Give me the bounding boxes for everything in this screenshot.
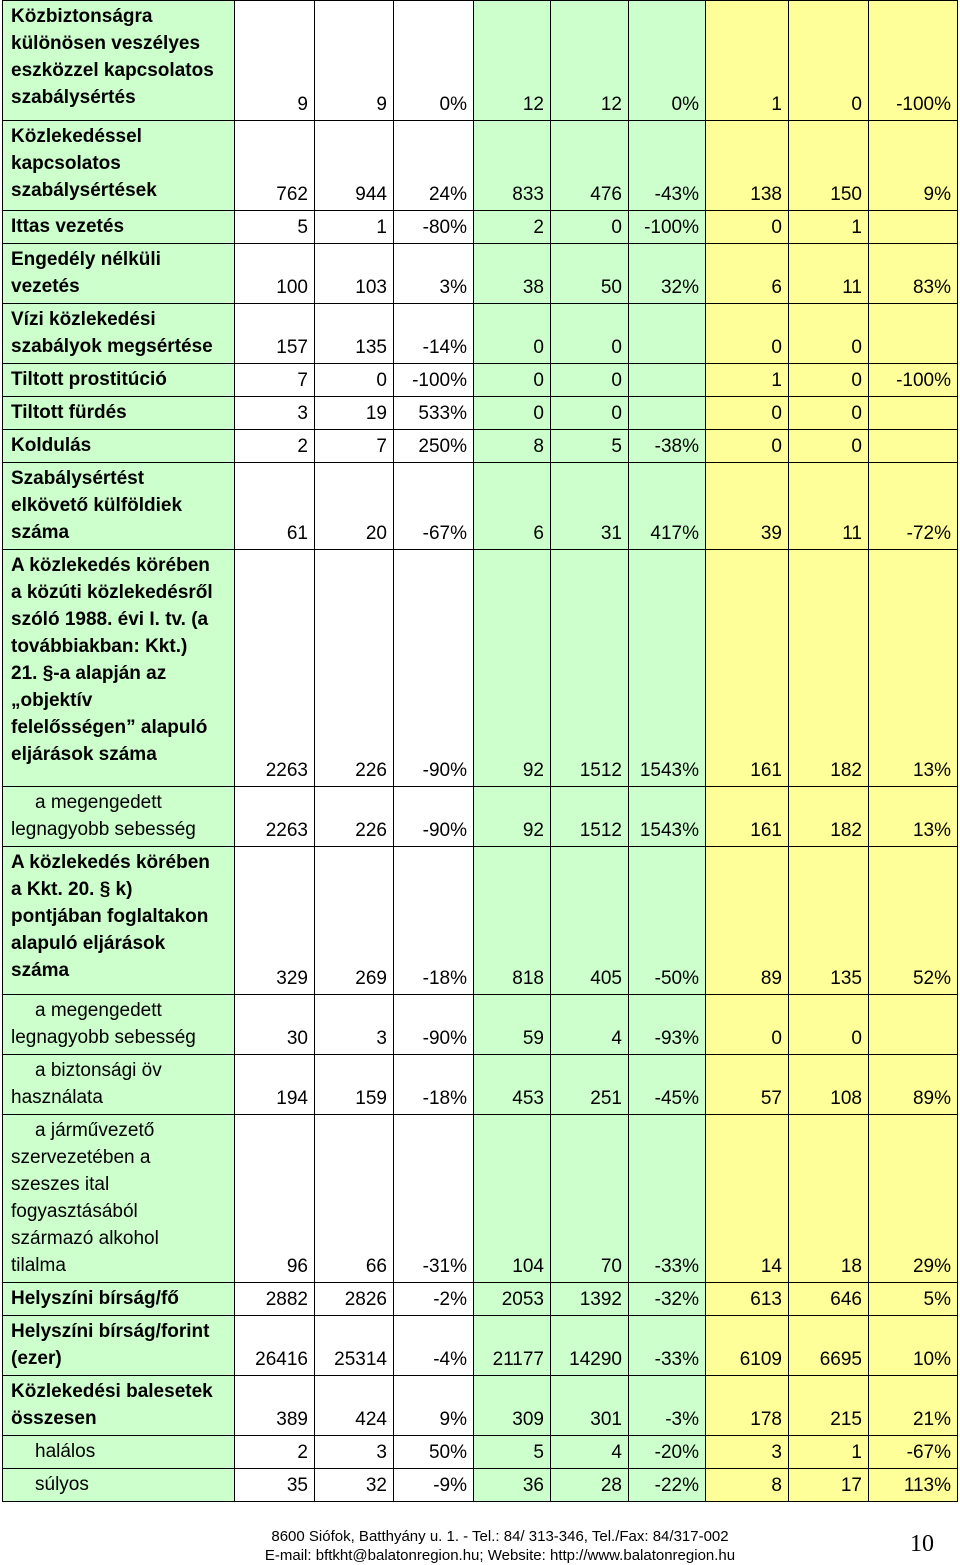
table-row xyxy=(3,1316,958,1376)
table-cell: 35 xyxy=(235,1469,315,1502)
table-row xyxy=(3,211,958,244)
table-cell xyxy=(629,397,706,430)
table-cell: 0 xyxy=(474,397,551,430)
table-cell: -33% xyxy=(629,1115,706,1283)
table-cell: 39 xyxy=(706,463,789,550)
row-label: Szabálysértést elkövető külföldiek száma xyxy=(3,463,235,550)
table-cell: 194 xyxy=(235,1055,315,1115)
table-cell: 1 xyxy=(706,1,789,121)
table-row xyxy=(3,304,958,364)
table-row xyxy=(3,787,958,847)
table-cell: 0 xyxy=(551,304,629,364)
table-cell: 38 xyxy=(474,244,551,304)
table-cell: 29% xyxy=(869,1115,958,1283)
table-cell: 7 xyxy=(235,364,315,397)
table-cell: 6 xyxy=(706,244,789,304)
table-cell: 161 xyxy=(706,787,789,847)
table-cell: 1392 xyxy=(551,1283,629,1316)
table-cell: 66 xyxy=(315,1115,394,1283)
table-cell: 103 xyxy=(315,244,394,304)
table-cell: 12 xyxy=(551,1,629,121)
table-cell: 159 xyxy=(315,1055,394,1115)
row-label: Közlekedéssel kapcsolatos szabálysértések xyxy=(3,121,235,211)
table-cell: 12 xyxy=(474,1,551,121)
table-cell: 250% xyxy=(394,430,474,463)
table-cell: 424 xyxy=(315,1376,394,1436)
table-cell: -18% xyxy=(394,1055,474,1115)
table-cell: 52% xyxy=(869,847,958,995)
table-cell: 0 xyxy=(551,211,629,244)
table-cell: 14 xyxy=(706,1115,789,1283)
table-cell: 31 xyxy=(551,463,629,550)
table-cell: 150 xyxy=(789,121,869,211)
table-cell: -33% xyxy=(629,1316,706,1376)
table-cell: 9% xyxy=(394,1376,474,1436)
table-cell: 613 xyxy=(706,1283,789,1316)
table-cell: -80% xyxy=(394,211,474,244)
table-cell: 138 xyxy=(706,121,789,211)
table-cell: -4% xyxy=(394,1316,474,1376)
table-cell: 61 xyxy=(235,463,315,550)
table-cell: 26416 xyxy=(235,1316,315,1376)
table-cell: 309 xyxy=(474,1376,551,1436)
row-label: Engedély nélküli vezetés xyxy=(3,244,235,304)
table-row xyxy=(3,1469,958,1502)
row-label: a megengedett legnagyobb sebesség xyxy=(3,995,235,1055)
table-cell: 5 xyxy=(474,1436,551,1469)
table-cell: 57 xyxy=(706,1055,789,1115)
table-cell: 5% xyxy=(869,1283,958,1316)
table-cell: 10% xyxy=(869,1316,958,1376)
table-cell: -90% xyxy=(394,995,474,1055)
row-label: Helyszíni bírság/fő xyxy=(3,1283,235,1316)
table-cell: 14290 xyxy=(551,1316,629,1376)
table-cell xyxy=(629,304,706,364)
table-cell: 50% xyxy=(394,1436,474,1469)
table-cell: 1543% xyxy=(629,550,706,787)
table-cell: 2053 xyxy=(474,1283,551,1316)
table-cell: 36 xyxy=(474,1469,551,1502)
table-cell: -90% xyxy=(394,787,474,847)
table-cell: -2% xyxy=(394,1283,474,1316)
table-cell: -100% xyxy=(394,364,474,397)
table-cell: -22% xyxy=(629,1469,706,1502)
table-cell: 4 xyxy=(551,1436,629,1469)
table-cell: 19 xyxy=(315,397,394,430)
table-row xyxy=(3,1055,958,1115)
table-cell xyxy=(869,211,958,244)
table-cell: 269 xyxy=(315,847,394,995)
table-cell: 3 xyxy=(235,397,315,430)
table-cell: 50 xyxy=(551,244,629,304)
table-cell: -50% xyxy=(629,847,706,995)
table-cell: 135 xyxy=(789,847,869,995)
table-cell: 1 xyxy=(315,211,394,244)
table-cell: 89 xyxy=(706,847,789,995)
table-cell: 4 xyxy=(551,995,629,1055)
table-cell: 8 xyxy=(474,430,551,463)
table-cell: 1512 xyxy=(551,550,629,787)
table-cell xyxy=(869,397,958,430)
table-cell: 92 xyxy=(474,550,551,787)
table-cell: 2 xyxy=(235,1436,315,1469)
table-row xyxy=(3,364,958,397)
table-cell: 11 xyxy=(789,463,869,550)
table-cell: 9 xyxy=(315,1,394,121)
table-cell: -14% xyxy=(394,304,474,364)
table-cell: 182 xyxy=(789,550,869,787)
table-row xyxy=(3,1283,958,1316)
table-cell: -67% xyxy=(394,463,474,550)
table-cell: -93% xyxy=(629,995,706,1055)
table-cell: 32 xyxy=(315,1469,394,1502)
table-row xyxy=(3,1115,958,1283)
table-cell: 0 xyxy=(706,304,789,364)
table-cell: 762 xyxy=(235,121,315,211)
table-cell: 157 xyxy=(235,304,315,364)
table-cell: -43% xyxy=(629,121,706,211)
table-cell: 135 xyxy=(315,304,394,364)
table-cell: 5 xyxy=(551,430,629,463)
table-cell: 0 xyxy=(315,364,394,397)
table-cell: 11 xyxy=(789,244,869,304)
table-cell: 32% xyxy=(629,244,706,304)
table-row xyxy=(3,995,958,1055)
table-cell: 818 xyxy=(474,847,551,995)
table-row xyxy=(3,847,958,995)
table-cell: 1543% xyxy=(629,787,706,847)
table-row xyxy=(3,1376,958,1436)
table-cell: 2826 xyxy=(315,1283,394,1316)
table-cell: 9% xyxy=(869,121,958,211)
table-cell xyxy=(629,364,706,397)
table-cell: -32% xyxy=(629,1283,706,1316)
table-cell: 182 xyxy=(789,787,869,847)
table-cell: 13% xyxy=(869,550,958,787)
table-cell: 3 xyxy=(315,995,394,1055)
table-cell xyxy=(869,995,958,1055)
table-cell: 25314 xyxy=(315,1316,394,1376)
table-cell: 0 xyxy=(789,995,869,1055)
table-cell: 6109 xyxy=(706,1316,789,1376)
table-cell: 453 xyxy=(474,1055,551,1115)
table-cell: 1 xyxy=(789,211,869,244)
table-cell: 3 xyxy=(315,1436,394,1469)
row-label: Közlekedési balesetek összesen xyxy=(3,1376,235,1436)
table-cell: 0 xyxy=(551,397,629,430)
table-cell: 0 xyxy=(789,364,869,397)
table-cell: 646 xyxy=(789,1283,869,1316)
row-label: a megengedett legnagyobb sebesség xyxy=(3,787,235,847)
statistics-table-body xyxy=(3,1,958,1502)
table-cell: 30 xyxy=(235,995,315,1055)
table-cell: 6 xyxy=(474,463,551,550)
table-cell: 0 xyxy=(474,364,551,397)
table-cell: 100 xyxy=(235,244,315,304)
table-cell: 108 xyxy=(789,1055,869,1115)
table-cell: 70 xyxy=(551,1115,629,1283)
table-cell: 0 xyxy=(706,430,789,463)
table-cell: 2 xyxy=(235,430,315,463)
row-label: Vízi közlekedési szabályok megsértése xyxy=(3,304,235,364)
row-label: Közbiztonságra különösen veszélyes eszközzel kapcsolatos szabálysértés xyxy=(3,1,235,121)
table-cell: -67% xyxy=(869,1436,958,1469)
table-cell: -20% xyxy=(629,1436,706,1469)
row-label: Ittas vezetés xyxy=(3,211,235,244)
table-row xyxy=(3,397,958,430)
table-cell: 0 xyxy=(474,304,551,364)
table-cell: 9 xyxy=(235,1,315,121)
row-label: Tiltott fürdés xyxy=(3,397,235,430)
table-cell xyxy=(869,304,958,364)
table-cell xyxy=(869,430,958,463)
table-cell: 0% xyxy=(629,1,706,121)
table-cell: 2263 xyxy=(235,787,315,847)
table-cell: 24% xyxy=(394,121,474,211)
table-cell: 161 xyxy=(706,550,789,787)
table-cell: 21% xyxy=(869,1376,958,1436)
table-cell: 3 xyxy=(706,1436,789,1469)
table-cell: -100% xyxy=(629,211,706,244)
table-cell: 21177 xyxy=(474,1316,551,1376)
table-cell: 226 xyxy=(315,787,394,847)
table-cell: 329 xyxy=(235,847,315,995)
table-cell: -72% xyxy=(869,463,958,550)
table-cell: 104 xyxy=(474,1115,551,1283)
table-cell: 833 xyxy=(474,121,551,211)
table-row xyxy=(3,1436,958,1469)
table-cell: 5 xyxy=(235,211,315,244)
table-cell: 533% xyxy=(394,397,474,430)
statistics-table xyxy=(2,0,958,1502)
table-cell: 17 xyxy=(789,1469,869,1502)
table-row xyxy=(3,121,958,211)
table-cell: 405 xyxy=(551,847,629,995)
table-cell: 226 xyxy=(315,550,394,787)
table-cell: 0 xyxy=(706,397,789,430)
table-cell: -100% xyxy=(869,1,958,121)
table-row xyxy=(3,463,958,550)
table-cell: 1 xyxy=(789,1436,869,1469)
table-row xyxy=(3,1,958,121)
table-cell: 476 xyxy=(551,121,629,211)
table-cell: 7 xyxy=(315,430,394,463)
table-cell: 0% xyxy=(394,1,474,121)
row-label: a biztonsági öv használata xyxy=(3,1055,235,1115)
table-cell: 1 xyxy=(706,364,789,397)
row-label: Helyszíni bírság/forint (ezer) xyxy=(3,1316,235,1376)
table-cell: 28 xyxy=(551,1469,629,1502)
table-cell: 89% xyxy=(869,1055,958,1115)
table-cell: 0 xyxy=(789,304,869,364)
table-cell: 0 xyxy=(551,364,629,397)
table-cell: 2882 xyxy=(235,1283,315,1316)
table-cell: 2263 xyxy=(235,550,315,787)
table-cell: 3% xyxy=(394,244,474,304)
row-label: a járművezető szervezetében a szeszes ital fogyasztásából származó alkohol tilalma xyxy=(3,1115,235,1283)
table-cell: -38% xyxy=(629,430,706,463)
table-cell: 0 xyxy=(789,1,869,121)
table-cell: 113% xyxy=(869,1469,958,1502)
table-cell: 59 xyxy=(474,995,551,1055)
row-label: Tiltott prostitúció xyxy=(3,364,235,397)
table-cell: -9% xyxy=(394,1469,474,1502)
table-cell: 215 xyxy=(789,1376,869,1436)
table-cell: -31% xyxy=(394,1115,474,1283)
table-cell: 1512 xyxy=(551,787,629,847)
table-cell: 2 xyxy=(474,211,551,244)
table-cell: 83% xyxy=(869,244,958,304)
table-cell: 20 xyxy=(315,463,394,550)
table-cell: 92 xyxy=(474,787,551,847)
row-label: Koldulás xyxy=(3,430,235,463)
table-cell: -45% xyxy=(629,1055,706,1115)
row-label: A közlekedés körében a Kkt. 20. § k) pontjában foglaltakon alapuló eljárások száma xyxy=(3,847,235,995)
table-cell: 251 xyxy=(551,1055,629,1115)
row-label: halálos xyxy=(3,1436,235,1469)
table-cell: 13% xyxy=(869,787,958,847)
table-cell: 944 xyxy=(315,121,394,211)
table-row xyxy=(3,550,958,787)
page-footer xyxy=(0,1525,960,1565)
table-cell: 6695 xyxy=(789,1316,869,1376)
table-cell: -18% xyxy=(394,847,474,995)
table-row xyxy=(3,244,958,304)
table-cell: 0 xyxy=(789,397,869,430)
page-number: 10 xyxy=(910,1531,934,1557)
table-row xyxy=(3,430,958,463)
table-cell: -90% xyxy=(394,550,474,787)
table-cell: -3% xyxy=(629,1376,706,1436)
row-label: A közlekedés körében a közúti közlekedésről szóló 1988. évi I. tv. (a továbbiakban: Kkt.) 21. §-a alapján az „objektív felelősségen” alapuló eljárások száma xyxy=(3,550,235,787)
table-cell: 389 xyxy=(235,1376,315,1436)
row-label: súlyos xyxy=(3,1469,235,1502)
table-cell: 0 xyxy=(706,211,789,244)
table-cell: 301 xyxy=(551,1376,629,1436)
footer-contact: E-mail: bftkht@balatonregion.hu; Website: http://www.balatonregion.hu xyxy=(264,1547,736,1564)
table-cell: 8 xyxy=(706,1469,789,1502)
table-cell: -100% xyxy=(869,364,958,397)
table-cell: 0 xyxy=(789,430,869,463)
table-cell: 0 xyxy=(706,995,789,1055)
footer-address: 8600 Siófok, Batthyány u. 1. - Tel.: 84/ 313-346, Tel./Fax: 84/317-002 xyxy=(271,1528,729,1545)
table-cell: 178 xyxy=(706,1376,789,1436)
table-cell: 417% xyxy=(629,463,706,550)
table-cell: 96 xyxy=(235,1115,315,1283)
table-cell: 18 xyxy=(789,1115,869,1283)
